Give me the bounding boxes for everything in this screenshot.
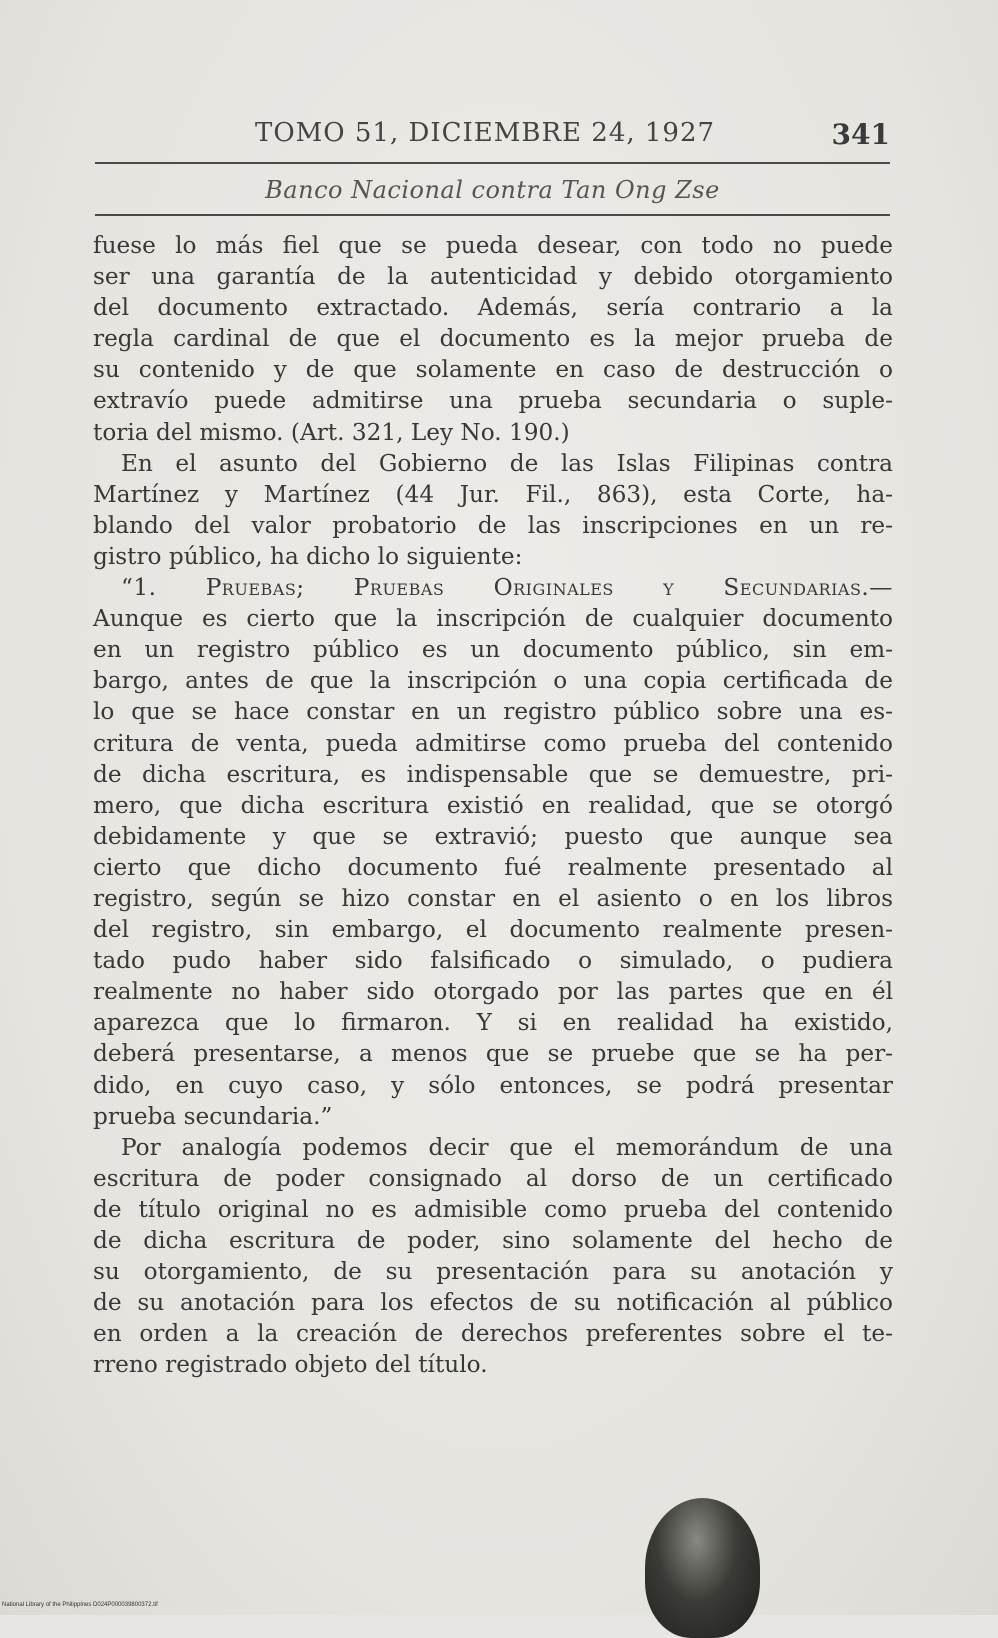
text-line: rreno registrado objeto del título. — [93, 1351, 488, 1379]
text-line: Aunque es cierto que la inscripción de cualquier documento — [93, 605, 893, 633]
text-line: de título original no es admisible como prueba del contenido — [93, 1195, 893, 1223]
text-line: Martínez y Martínez (44 Jur. Fil., 863), esta Corte, ha- — [93, 480, 893, 508]
text-line: registro, según se hizo constar en el asiento o en los libros — [93, 884, 893, 912]
text-line: realmente no haber sido otorgado por las partes que en él — [93, 978, 893, 1006]
text-line: extravío puede admitirse una prueba secundaria o suple- — [93, 387, 893, 415]
text-line: Por analogía podemos decir que el memorándum de una — [121, 1133, 893, 1161]
text-line: lo que se hace constar en un registro público sobre una es- — [93, 698, 893, 726]
text-line: prueba secundaria.” — [93, 1102, 333, 1130]
case-title: Banco Nacional contra Tan Ong Zse — [265, 176, 720, 204]
page-number: 341 — [831, 118, 890, 151]
text-line: en orden a la creación de derechos preferentes sobre el te- — [93, 1320, 893, 1348]
text-line: su contenido y de que solamente en caso de destrucción o — [93, 356, 893, 384]
text-line: de su anotación para los efectos de su notificación al público — [93, 1289, 893, 1317]
text-line: del documento extractado. Además, sería contrario a la — [93, 294, 893, 322]
text-line: de dicha escritura, es indispensable que se demuestre, pri- — [93, 760, 893, 788]
text-line: En el asunto del Gobierno de las Islas Filipinas contra — [121, 449, 893, 477]
text-line: mero, que dicha escritura existió en realidad, que se otorgó — [93, 791, 893, 819]
text-line: tado pudo haber sido falsificado o simulado, o pudiera — [93, 947, 893, 975]
header-rule-top — [95, 162, 890, 164]
text-line: regla cardinal de que el documento es la mejor prueba de — [93, 325, 893, 353]
text-line: critura de venta, pueda admitirse como prueba del contenido — [93, 729, 893, 757]
running-head — [95, 118, 890, 158]
text-line: ser una garantía de la autenticidad y debido otorgamiento — [93, 263, 893, 291]
text-line: cierto que dicho documento fué realmente presentado al — [93, 853, 893, 881]
text-line: deberá presentarse, a menos que se pruebe que se ha per- — [93, 1040, 893, 1068]
text-line: gistro público, ha dicho lo siguiente: — [93, 542, 523, 570]
text-line: toria del mismo. (Art. 321, Ley No. 190.) — [93, 418, 570, 446]
running-title: TOMO 51, DICIEMBRE 24, 1927 — [255, 118, 716, 148]
quote-heading: “1. Pruebas; Pruebas Originales y Secundarias.— — [121, 574, 893, 602]
scanner-thumb-shadow — [645, 1498, 760, 1638]
text-line: de dicha escritura de poder, sino solamente del hecho de — [93, 1227, 893, 1254]
text-line: en un registro público es un documento público, sin em- — [93, 636, 893, 664]
text-line: blando del valor probatorio de las inscripciones en un re- — [93, 511, 893, 539]
text-line: escritura de poder consignado al dorso de un certificado — [93, 1164, 893, 1192]
body-text — [93, 230, 893, 1380]
text-line: fuese lo más fiel que se pueda desear, con todo no puede — [93, 232, 893, 259]
text-line: del registro, sin embargo, el documento realmente presen- — [93, 916, 893, 944]
header-rule-bottom — [95, 214, 890, 216]
text-line: dido, en cuyo caso, y sólo entonces, se podrá presentar — [93, 1071, 893, 1099]
text-line: bargo, antes de que la inscripción o una copia certificada de — [93, 667, 893, 695]
scan-footer-note: National Library of the Philippines D024P000039800372.tif — [2, 1602, 158, 1608]
text-line: aparezca que lo firmaron. Y si en realidad ha existido, — [93, 1009, 893, 1037]
text-line: debidamente y que se extravió; puesto que aunque sea — [93, 822, 893, 850]
text-line: su otorgamiento, de su presentación para su anotación y — [93, 1258, 893, 1286]
